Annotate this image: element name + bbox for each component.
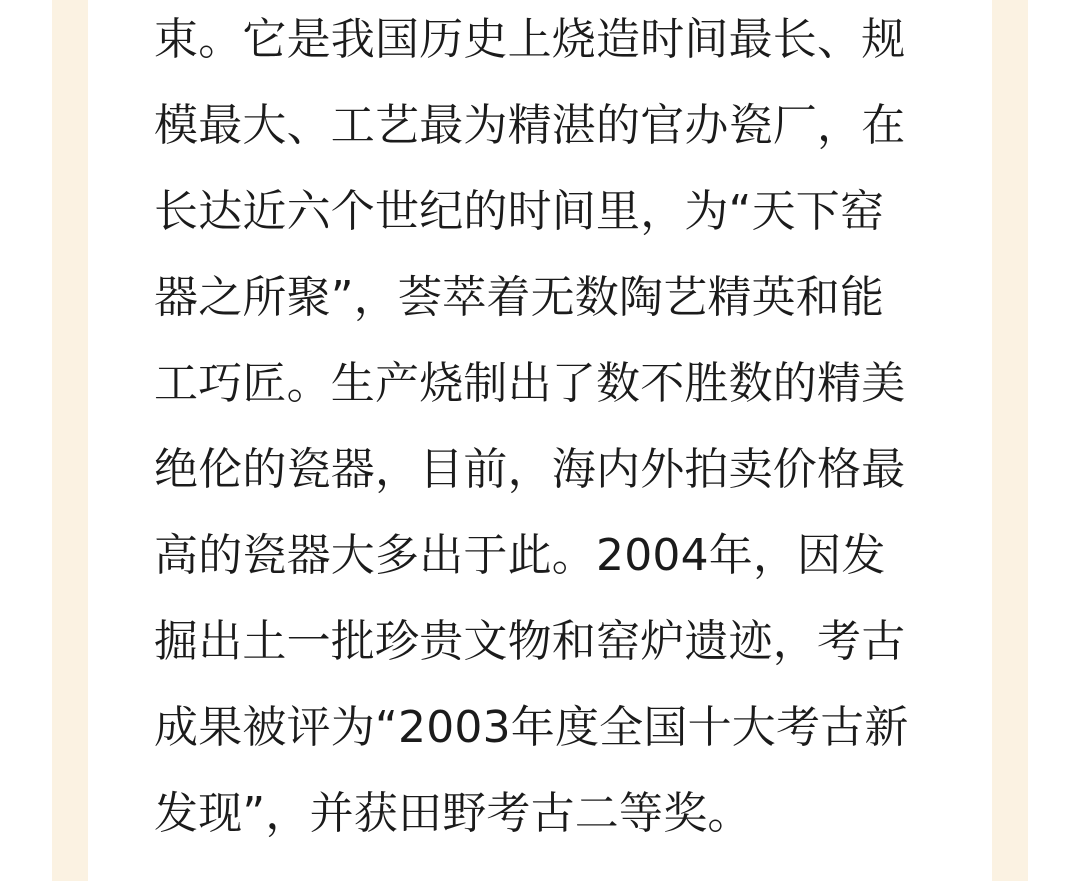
article-line: 绝伦的瓷器，目前，海内外拍卖价格最 bbox=[154, 444, 906, 495]
article-line: 成果被评为“2003年度全国十大考古新 bbox=[154, 702, 909, 753]
article-line: 束。它是我国历史上烧造时间最长、规 bbox=[154, 14, 906, 65]
article-line: 长达近六个世纪的时间里，为“天下窑 bbox=[154, 186, 885, 237]
article-line: 高的瓷器大多出于此。2004年，因发 bbox=[154, 530, 886, 581]
right-decorative-band bbox=[992, 0, 1028, 881]
article-body bbox=[154, 0, 934, 881]
article-line: 掘出土一批珍贵文物和窑炉遗迹，考古 bbox=[154, 616, 906, 667]
article-line: 工巧匠。生产烧制出了数不胜数的精美 bbox=[154, 358, 906, 409]
left-decorative-band bbox=[52, 0, 88, 881]
article-line: 器之所聚”，荟萃着无数陶艺精英和能 bbox=[154, 272, 885, 323]
article-line: 模最大、工艺最为精湛的官办瓷厂，在 bbox=[154, 100, 906, 151]
article-line: 发现”，并获田野考古二等奖。 bbox=[154, 788, 752, 839]
